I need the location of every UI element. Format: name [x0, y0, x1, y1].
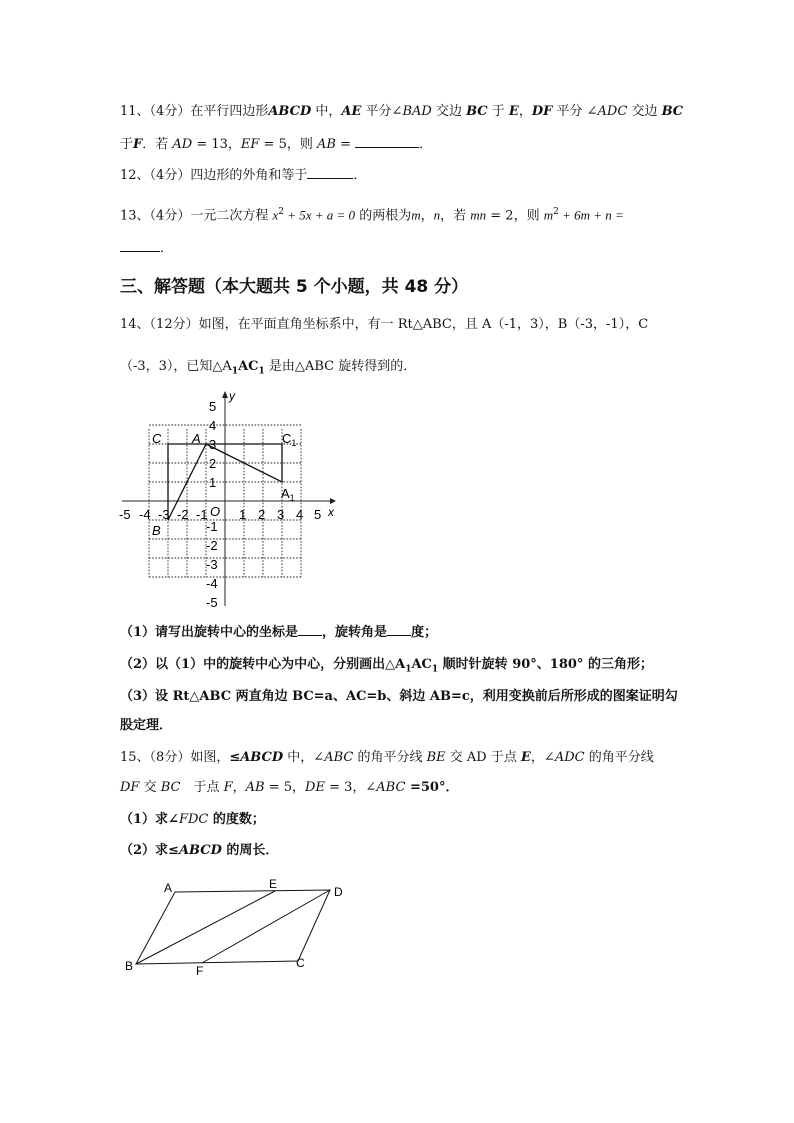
- section-heading: 三、解答题（本大题共 5 个小题，共 48 分）: [120, 277, 469, 297]
- q11-line1: 11、（4分）在平行四边形ABCD 中，AE 平分∠BAD 交边 BC 于 E，DF 平分 ∠ADC 交边 BC: [120, 104, 684, 119]
- q15-part2: （2）求≤ABCD 的周长．: [120, 843, 279, 858]
- q11-line2: 于F．若 AD = 13，EF = 5，则 AB = ．: [120, 137, 433, 152]
- q14-part3-line1: （3）设 Rt△ABC 两直角边 BC=a、AC=b、斜边 AB=c，利用变换前后所形成的图案证明勾: [120, 689, 678, 704]
- x-tick: -3: [158, 507, 170, 522]
- point-label-a1: $A_1$: [281, 486, 295, 503]
- q13-line2: ．: [120, 239, 173, 258]
- answer-blank-13[interactable]: [120, 239, 160, 252]
- y-tick: 1: [209, 475, 217, 490]
- vertex-label-e: E: [269, 878, 278, 891]
- origin-label: O: [210, 504, 221, 519]
- parallelogram-figure: [120, 878, 360, 978]
- x-tick: 2: [258, 507, 266, 522]
- y-tick: 3: [209, 437, 217, 452]
- x-tick: 1: [239, 507, 247, 522]
- q12-line: 12、（4分）四边形的外角和等于 ．: [120, 168, 367, 183]
- coordinate-grid-figure: [112, 386, 342, 612]
- x-tick: -2: [177, 507, 189, 522]
- x-axis-label: x: [328, 505, 334, 519]
- y-tick: 2: [209, 456, 217, 471]
- q15-line2: DF 交 BC 于点 F，AB = 5，DE = 3，∠ABC =50°．: [120, 780, 459, 795]
- x-tick: 4: [296, 507, 304, 522]
- x-axis-arrow-icon: [330, 498, 336, 504]
- q14-part3-line2: 股定理．: [120, 718, 173, 733]
- answer-blank-12[interactable]: [307, 166, 353, 179]
- answer-blank-11[interactable]: [355, 135, 419, 148]
- x-tick: 3: [277, 507, 285, 522]
- x-tick: -5: [119, 507, 131, 522]
- answer-blank-14-center[interactable]: [298, 623, 322, 636]
- q14-line1: 14、（12分）如图，在平面直角坐标系中，有一 Rt△ABC，且 A（-1，3），B（-3，-1），C: [120, 317, 649, 332]
- vertex-label-b: B: [125, 959, 134, 973]
- q13-line1: 13、（4分）一元二次方程 $x^2 + 5x + a = 0$ 的两根为m，n，若 mn = 2，则 $m^2 + 6m + n$ =: [120, 207, 624, 224]
- vertex-label-c: C: [296, 956, 305, 970]
- x-tick: -4: [139, 507, 151, 522]
- y-tick: -3: [206, 557, 218, 572]
- y-tick: 4: [209, 418, 217, 433]
- vertex-label-a: A: [164, 881, 173, 895]
- y-tick: -4: [206, 576, 218, 591]
- y-tick: 5: [209, 399, 217, 414]
- parallelogram-abcd: [136, 890, 330, 964]
- x-tick: 5: [314, 507, 322, 522]
- q14-part2: （2）以（1）中的旋转中心为中心，分别画出$\triangle A_1AC_1$ 顺时针旋转 90°、180° 的三角形；: [120, 657, 653, 675]
- vertex-label-d: D: [334, 885, 343, 899]
- q15-line1: 15、（8分）如图，≤ABCD 中，∠ABC 的角平分线 BE 交 AD 于点 E，∠ADC 的角平分线: [120, 750, 654, 765]
- q15-part1: （1）求∠FDC 的度数；: [120, 812, 265, 827]
- y-tick: -1: [206, 519, 218, 534]
- segment-be: [136, 891, 275, 964]
- y-tick: -5: [206, 595, 218, 610]
- y-axis-arrow-icon: [222, 391, 228, 398]
- y-axis-label: y: [229, 389, 235, 403]
- y-tick: -2: [206, 538, 218, 553]
- point-label-c1: $C_1$: [282, 431, 297, 448]
- point-label-c: C: [152, 431, 162, 446]
- segment-df: [202, 890, 330, 963]
- q14-part1: （1）请写出旋转中心的坐标是 ，旋转角是 度；: [120, 625, 438, 640]
- vertex-label-f: F: [196, 964, 204, 978]
- answer-blank-14-angle[interactable]: [387, 623, 411, 636]
- x-tick: -1: [196, 507, 208, 522]
- point-label-b: B: [152, 523, 161, 538]
- point-label-a: A: [192, 431, 201, 446]
- q14-line2: （-3，3），已知$\triangle A_1AC_1$ 是由△ABC 旋转得到的．: [120, 359, 417, 377]
